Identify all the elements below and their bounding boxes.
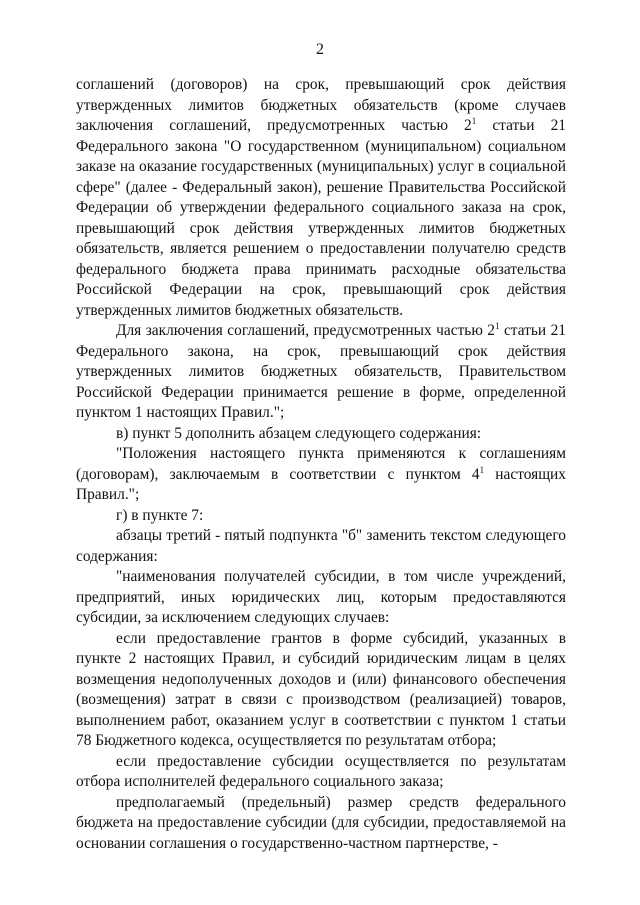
paragraph-text: статьи 21 Федерального закона, на срок, превышающий срок действия утвержденных лимитов бюджетных обязательств, Правительством Российской Федерации принимается решение в форме, определенной пунктом 1 настоящих Правил."; bbox=[76, 322, 566, 421]
paragraph-p8 bbox=[76, 629, 566, 752]
paragraph-p5 bbox=[76, 506, 566, 527]
paragraph-text: "Положения настоящего пункта применяются к соглашениям (договорам), заключаемым в соответствии с пунктом 4 bbox=[76, 445, 566, 483]
paragraph-text: абзацы третий - пятый подпункта "б" заменить текстом следующего содержания: bbox=[76, 527, 566, 565]
paragraph-text: предполагаемый (предельный) размер средств федерального бюджета на предоставление субсидии (для субсидии, предоставляемой на основании соглашения о государственно-частном партнерстве, - bbox=[76, 793, 566, 852]
superscript: 1 bbox=[494, 321, 500, 331]
superscript: 1 bbox=[471, 116, 477, 126]
paragraph-text: Для заключения соглашений, предусмотренных частью 2 bbox=[116, 322, 495, 339]
paragraph-text: настоящих Правил."; bbox=[76, 465, 566, 503]
paragraph-p2 bbox=[76, 321, 566, 424]
paragraph-p9 bbox=[76, 752, 566, 793]
document-body bbox=[76, 75, 566, 854]
paragraph-p6 bbox=[76, 526, 566, 567]
paragraph-text: в) пункт 5 дополнить абзацем следующего содержания: bbox=[116, 424, 482, 442]
paragraph-p4 bbox=[76, 444, 566, 506]
paragraph-text: г) в пункте 7: bbox=[116, 506, 204, 524]
page-number: 2 bbox=[316, 41, 324, 58]
paragraph-p7 bbox=[76, 567, 566, 629]
paragraph-text: если предоставление субсидии осуществляется по результатам отбора исполнителей федерального социального заказа; bbox=[76, 752, 566, 790]
paragraph-text: статьи 21 Федерального закона "О государственном (муниципальном) социальном заказе на оказание государственных (муниципальных) услуг в социальной сфере" (далее - Федеральный закон), решение Правительства Российской Федерации об утверждении федерального социального заказа на срок, превышающий срок действия утвержденных лимитов бюджетных обязательств, является решением о предоставлении получателю средств федерального бюджета права принимать расходные обязательства Российской Федерации на срок, превышающий срок действия утвержденных лимитов бюджетных обязательств. bbox=[76, 117, 566, 319]
paragraph-text: соглашений (договоров) на срок, превышающий срок действия утвержденных лимитов бюджетных обязательств (кроме случаев заключения соглашений, предусмотренных частью 2 bbox=[76, 76, 566, 134]
paragraph-p10 bbox=[76, 793, 566, 855]
paragraph-p3 bbox=[76, 424, 566, 445]
superscript: 1 bbox=[479, 464, 485, 475]
paragraph-text: если предоставление грантов в форме субсидий, указанных в пункте 2 настоящих Правил, и субсидий юридическим лицам в целях возмещения недополученных доходов и (или) финансового обеспечения (возмещения) затрат в связи с производством (реализацией) товаров, выполнением работ, оказанием услуг в соответствии с пунктом 1 статьи 78 Бюджетного кодекса, осуществляется по результатам отбора; bbox=[76, 629, 566, 749]
paragraph-text: "наименования получателей субсидии, в том числе учреждений, предприятий, иных юридических лиц, которым предоставляются субсидии, за исключением следующих случаев: bbox=[76, 568, 566, 626]
paragraph-p1 bbox=[76, 75, 566, 321]
